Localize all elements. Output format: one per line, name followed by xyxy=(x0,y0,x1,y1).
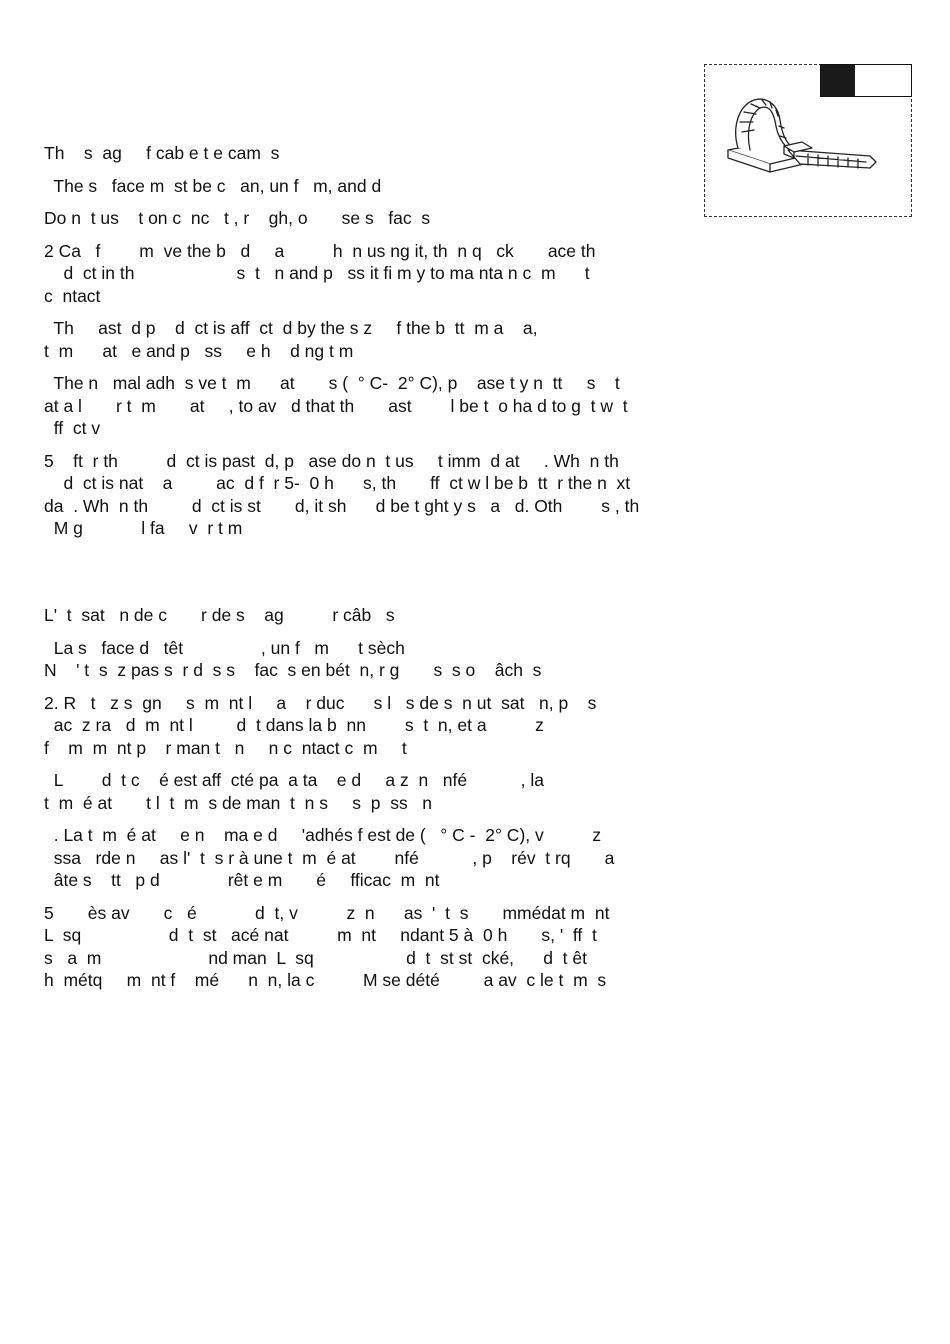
english-paragraph-2: Do n t us t on c nc t , r gh, o se s fac s xyxy=(44,208,431,228)
english-paragraph-1: The s face m st be c an, un f m, and d xyxy=(44,175,382,196)
english-paragraph-5: The n mal adh s ve t m at s ( ° C- 2° C), p ase t y n tt s t at a l r t m at , to av d that th ast l be t o ha d to g t w t ff ct v xyxy=(44,373,628,438)
english-instructions xyxy=(44,142,784,550)
french-paragraph-3: 2. R t z s gn s m nt l a r duc s l s de s n ut sat n, p s ac z ra d m nt l d t dans la b nn s t n, et a z f m m nt p r man t n n c ntact c m t xyxy=(44,692,597,758)
english-paragraph-6: 5 ft r th d ct is past d, p ase do n t us t imm d at . Wh n th d ct is nat a ac d f r 5- 0 h s, th ff ct w l be b tt r the n xt da . Wh n th d ct is st d, it sh d be t ght y s a d. Oth s , th M g l fa v r t m xyxy=(44,450,640,538)
english-paragraph-3: 2 Ca f m ve the b d a h n us ng it, th n q ck ace th d ct in th s t n and p ss it fi m y to ma nta n c m t c ntact xyxy=(44,240,596,306)
english-paragraph-4: Th ast d p d ct is aff ct d by the s z f the b tt m a a, t m at e and p ss e h d ng t m xyxy=(44,318,538,361)
french-paragraph-2: N ' t s z pas s r d s s fac s en bét n, r g s s o âch s xyxy=(44,660,542,680)
french-paragraph-6: 5 ès av c é d t, v z n as ' t s mmédat m nt L sq d t st acé nat m nt ndant 5 à 0 h s, ' ff t s a m nd man L sq d t st st cké, d t êt h métq m nt f mé n n, la c M se dété a av c le t m s xyxy=(44,902,610,990)
french-instructions xyxy=(44,604,784,1002)
french-title: L' t sat n de c r de s ag r câb s xyxy=(44,605,395,625)
french-paragraph-4: L d t c é est aff cté pa a ta e d a z n nfé , la t m é at t l t m s de man t n s s p ss n xyxy=(44,770,544,813)
english-title: Th s ag f cab e t e cam s xyxy=(44,143,280,163)
french-paragraph-5: . La t m é at e n ma e d 'adhés f est de ( ° C - 2° C), v z ssa rde n as l' t s r à une t m é at nfé , p rév t rq a âte s tt p d rêt e m é fficac m nt xyxy=(53,825,615,890)
french-paragraph-1: La s face d têt , un f m t sèch xyxy=(44,637,405,658)
